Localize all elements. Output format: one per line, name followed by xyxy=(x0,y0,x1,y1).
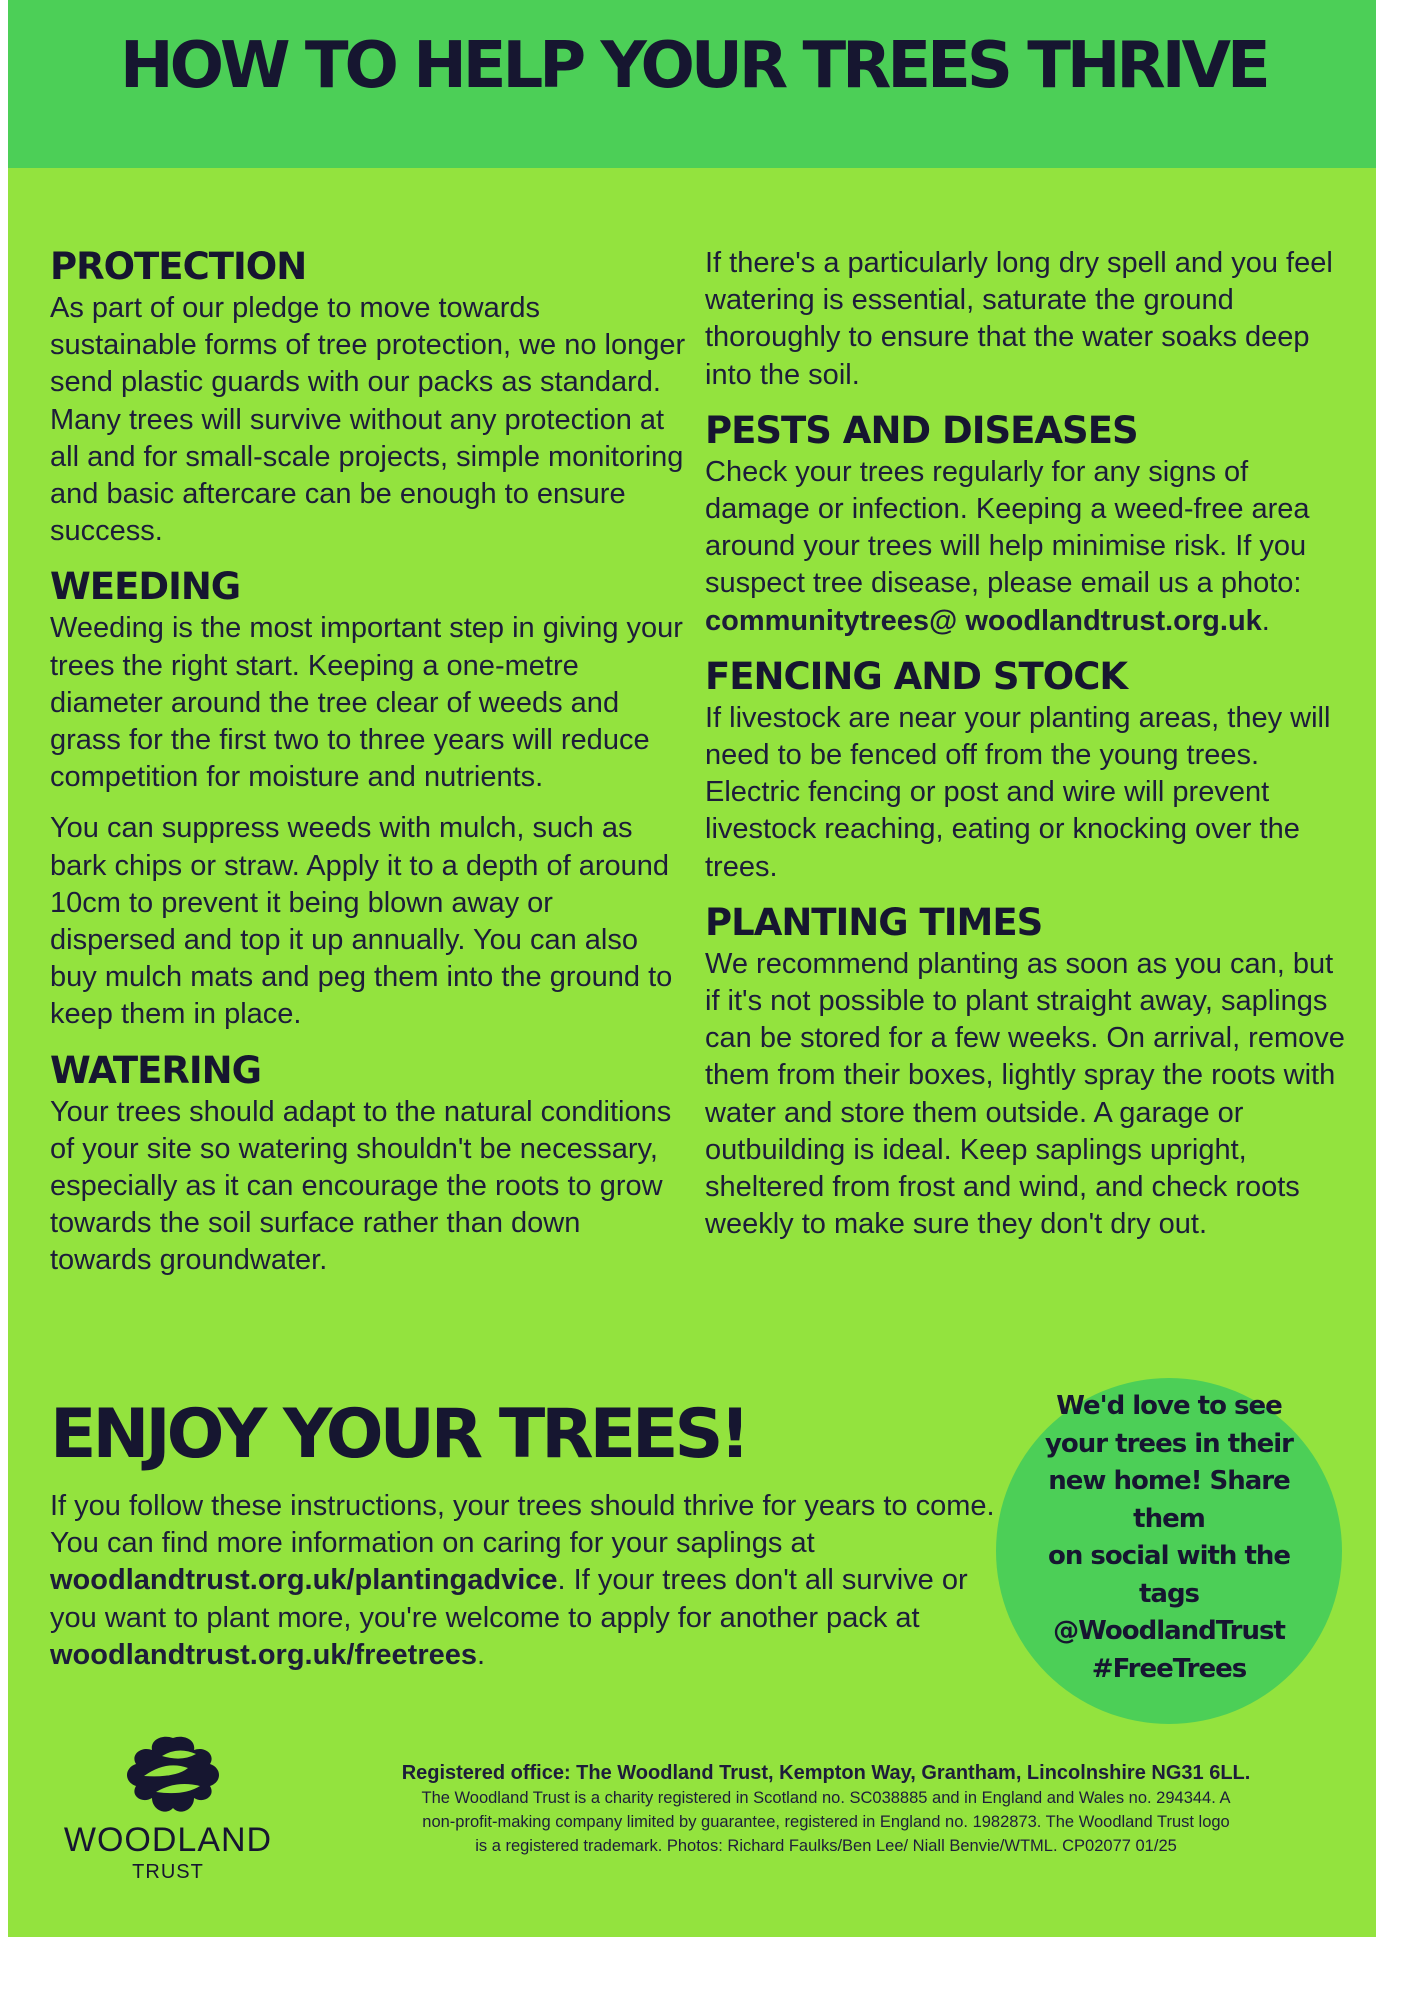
enjoy-text-2: . If your trees don't all survive or you want to plant more, you're welcome to apply for another pack at xyxy=(50,1564,968,1634)
protection-heading: PROTECTION xyxy=(50,245,307,288)
social-line-1: We'd love to see xyxy=(1056,1391,1282,1421)
weeding-text: Weeding is the most important step in giving your trees the right start. Keeping a one-metre diameter around the tree clear of weeds and grass for the first two to three years will reduce competition for moisture and nutrients. xyxy=(50,612,683,794)
left-column xyxy=(50,244,686,1280)
planting-text: We recommend planting as soon as you can, but if it's not possible to plant straight away, saplings can be stored for a few weeks. On arrival, remove them from their boxes, lightly spray the roots with water and store them outside. A garage or outbuilding is ideal. Keep saplings upright, sheltered from frost and wind, and check roots weekly to make sure they don't dry out. xyxy=(705,947,1345,1241)
pests-end: . xyxy=(1261,604,1270,637)
weeding-heading: WEEDING xyxy=(50,565,241,609)
legal-line-3: is a registered trademark. Photos: Richard Faulks/Ben Lee/ Niall Benvie/WTML. CP02077 01/25 xyxy=(475,1837,1177,1855)
planting-advice-link[interactable]: woodlandtrust.org.uk/plantingadvice xyxy=(50,1564,558,1597)
fencing-heading: FENCING AND STOCK xyxy=(705,654,1128,698)
mulch-text: You can suppress weeds with mulch, such as bark chips or straw. Apply it to a depth of around 10cm to prevent it being blown away or dispersed and top it up annually. You can also buy mulch mats and peg them into the ground to keep them in place. xyxy=(50,812,673,1031)
social-line-2: your trees in their xyxy=(1044,1428,1294,1459)
logo-wordmark: WOODLAND xyxy=(63,1821,273,1859)
legal-line-2: non-profit-making company limited by guarantee, registered in England no. 1982873. The Woodland Trust logo xyxy=(422,1813,1230,1831)
pests-email-link-part2[interactable]: woodlandtrust.org.uk xyxy=(965,604,1262,637)
pests-heading: PESTS AND DISEASES xyxy=(705,408,1138,452)
watering-continued-text: If there's a particularly long dry spell and you feel watering is essential, saturate the ground thoroughly to ensure that the water soaks deep into the soil. xyxy=(705,247,1333,391)
pests-body: Check your trees regularly for any signs of damage or infection. Keeping a weed-free area around your trees will help minimise risk. If you suspect tree disease, please email us a photo: xyxy=(705,455,1310,600)
social-tag-freetrees: #FreeTrees xyxy=(1091,1653,1247,1684)
registered-office: Registered office: The Woodland Trust, Kempton Way, Grantham, Lincolnshire NG31 6LL. xyxy=(401,1762,1251,1784)
woodland-trust-leaf-logo-icon xyxy=(118,1732,228,1820)
protection-text: As part of our pledge to move towards sustainable forms of tree protection, we no longer send plastic guards with our packs as standard. Many trees will survive without any protection at all and for small-scale projects, simple monitoring and basic aftercare can be enough to ensure success. xyxy=(50,292,686,548)
title-banner xyxy=(8,0,1376,168)
page-title: HOW TO HELP YOUR TREES THRIVE xyxy=(120,29,1267,103)
social-share-badge xyxy=(996,1378,1342,1724)
planting-heading: PLANTING TIMES xyxy=(705,900,1043,944)
social-tag-woodlandtrust: @WoodlandTrust xyxy=(1053,1616,1285,1646)
enjoy-heading: ENJOY YOUR TREES! xyxy=(50,1395,747,1474)
legal-line-1: The Woodland Trust is a charity registered in Scotland no. SC038885 and in England and Wales no. 294344. A xyxy=(421,1789,1231,1807)
right-column xyxy=(705,245,1345,1243)
pests-email-link-part1[interactable]: communitytrees@ xyxy=(705,604,958,637)
social-line-4: on social with the tags xyxy=(1047,1541,1291,1609)
footer xyxy=(308,1760,1344,1858)
logo-subtext: TRUST xyxy=(132,1861,204,1883)
social-line-3: new home! Share them xyxy=(1048,1466,1290,1534)
fencing-text: If livestock are near your planting areas, they will need to be fenced off from the young trees. Electric fencing or post and wire will prevent livestock reaching, eating or knocking over the trees. xyxy=(705,701,1331,883)
enjoy-text-3: . xyxy=(477,1638,486,1671)
enjoy-text-1: If you follow these instructions, your trees should thrive for years to come. You can find more information on caring for your saplings at xyxy=(50,1490,995,1560)
free-trees-link[interactable]: woodlandtrust.org.uk/freetrees xyxy=(50,1638,478,1671)
enjoy-text xyxy=(50,1488,1000,1674)
watering-heading: WATERING xyxy=(50,1048,262,1092)
woodland-trust-logo xyxy=(48,1732,288,1882)
pests-text xyxy=(705,454,1345,640)
social-share-text xyxy=(1019,1388,1319,1688)
watering-text: Your trees should adapt to the natural conditions of your site so watering shouldn't be necessary, especially as it can encourage the roots to grow towards the soil surface rather than down towards groundwater. xyxy=(50,1095,672,1277)
leaflet-page xyxy=(8,0,1376,1937)
